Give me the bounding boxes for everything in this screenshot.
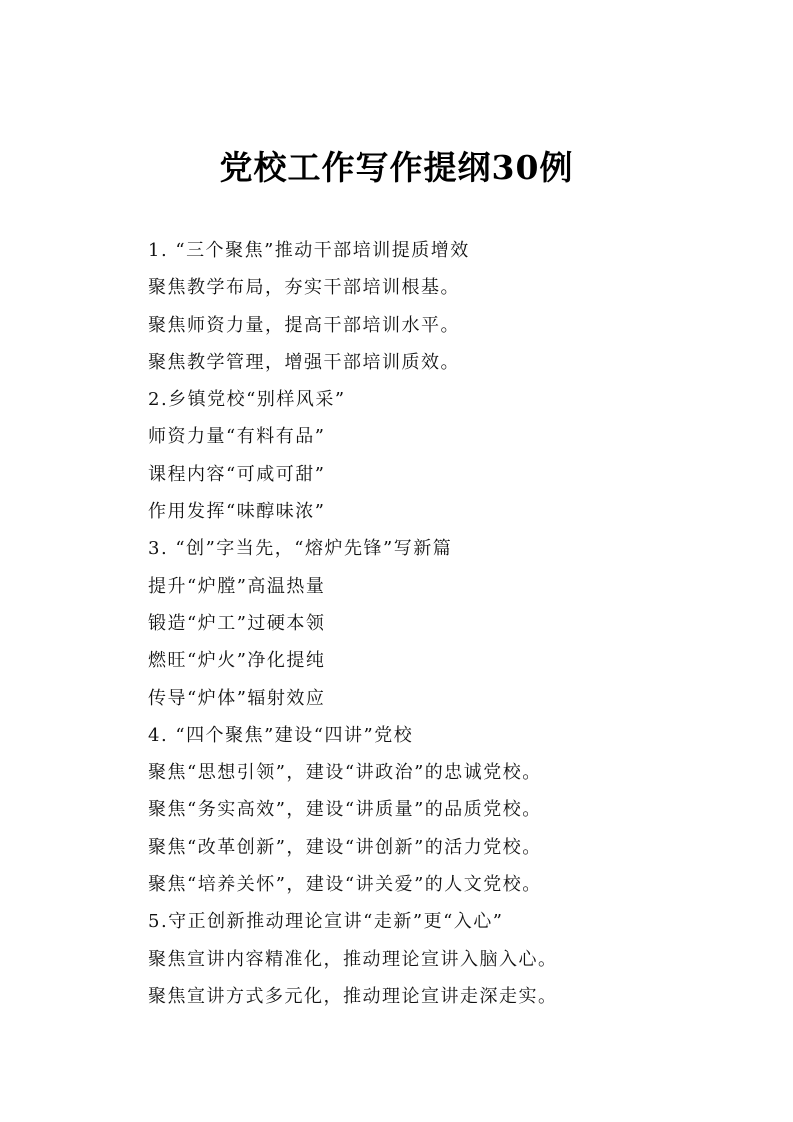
outline-point: 聚焦教学布局，夯实干部培训根基。 bbox=[148, 277, 460, 299]
outline-point: 聚焦宣讲内容精准化，推动理论宣讲入脑入心。 bbox=[148, 948, 558, 970]
outline-heading-4: 4. “四个聚焦”建设“四讲”党校 bbox=[148, 724, 414, 746]
outline-heading-2: 2.乡镇党校“别样风采” bbox=[148, 389, 346, 411]
document-body bbox=[148, 232, 768, 1015]
outline-point: 聚焦教学管理，增强干部培训质效。 bbox=[148, 351, 460, 373]
outline-heading-5: 5.守正创新推动理论宣讲“走新”更“入心” bbox=[148, 911, 504, 933]
document-title: 党校工作写作提纲30例 bbox=[219, 148, 574, 187]
outline-point: 课程内容“可咸可甜” bbox=[148, 463, 326, 485]
outline-point: 作用发挥“味醇味浓” bbox=[148, 501, 326, 523]
outline-point: 聚焦“思想引领”，建设“讲政治”的忠诚党校。 bbox=[148, 762, 542, 784]
outline-point: 传导“炉体”辐射效应 bbox=[148, 687, 326, 709]
outline-heading-3: 3. “创”字当先，“熔炉先锋”写新篇 bbox=[148, 538, 453, 560]
outline-heading-1: 1. “三个聚焦”推动干部培训提质增效 bbox=[148, 240, 470, 261]
outline-point: 聚焦“培养关怀”，建设“讲关爱”的人文党校。 bbox=[148, 874, 542, 896]
outline-point: 聚焦“务实高效”，建设“讲质量”的品质党校。 bbox=[148, 799, 542, 821]
outline-point: 聚焦“改革创新”，建设“讲创新”的活力党校。 bbox=[148, 836, 542, 858]
outline-point: 聚焦宣讲方式多元化，推动理论宣讲走深走实。 bbox=[148, 985, 558, 1007]
outline-point: 师资力量“有料有品” bbox=[148, 426, 326, 448]
outline-point: 燃旺“炉火”净化提纯 bbox=[148, 650, 326, 672]
outline-point: 锻造“炉工”过硬本领 bbox=[148, 612, 326, 634]
outline-point: 聚焦师资力量，提高干部培训水平。 bbox=[148, 314, 460, 336]
outline-point: 提升“炉膛”高温热量 bbox=[148, 575, 326, 597]
